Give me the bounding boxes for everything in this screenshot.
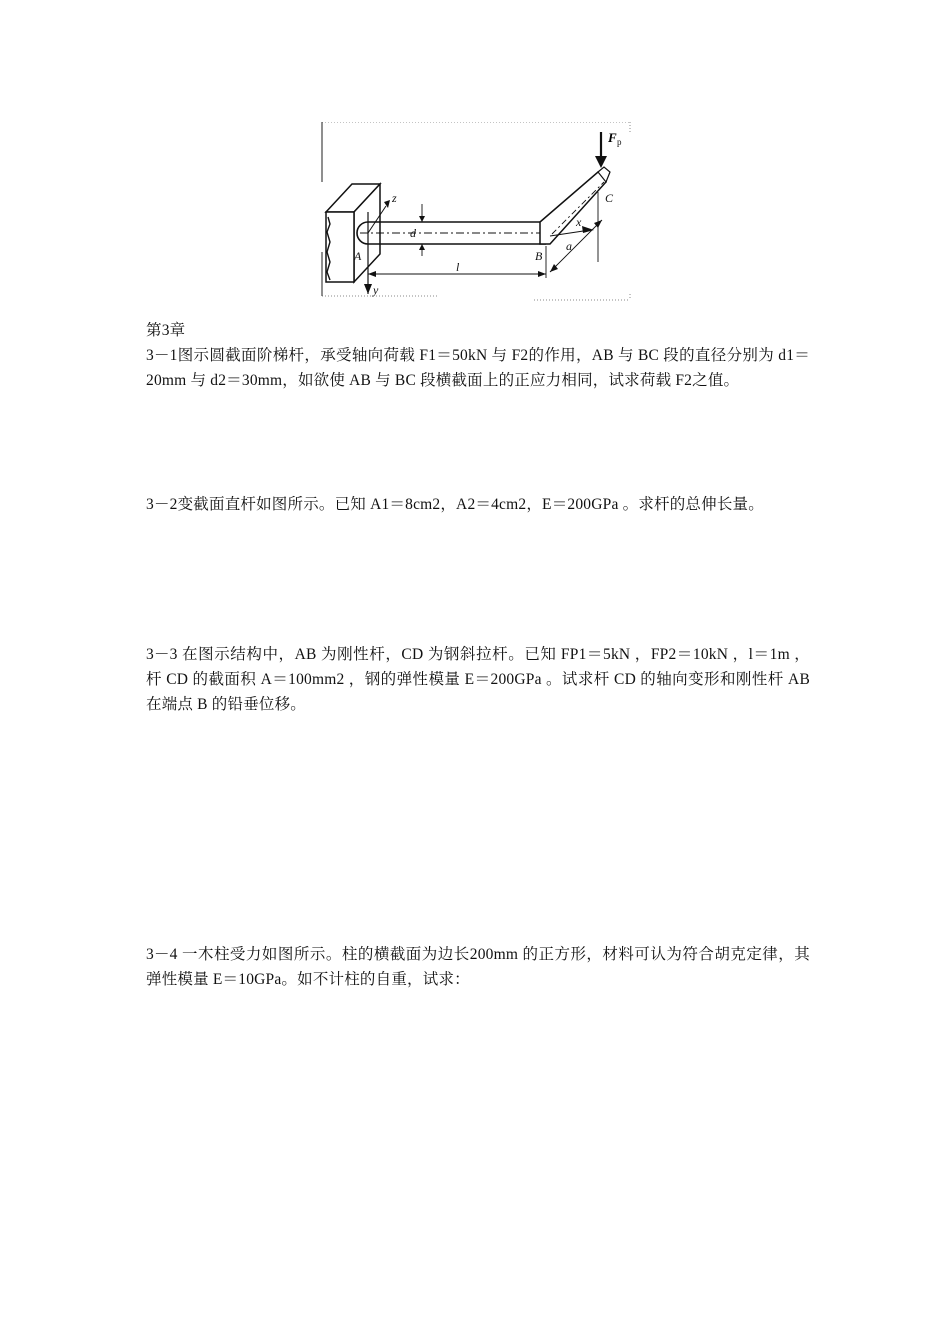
diameter-label: d	[410, 226, 416, 240]
shaft-ab	[357, 222, 558, 244]
force-subscript: p	[617, 137, 622, 147]
arm-label: a	[566, 239, 572, 253]
diameter-dimension	[419, 204, 425, 256]
force-label: F	[608, 130, 617, 145]
axis-y-label: y	[373, 283, 379, 297]
length-label: l	[456, 260, 460, 274]
problem-3-1: 3－1图示圆截面阶梯杆，承受轴向荷载 F1＝50kN 与 F2的作用，AB 与 BC 段的直径分别为 d1＝20mm 与 d2＝30mm，如欲使 AB 与 BC 段横截面上的正应力相同，试求荷载 F2之值。	[146, 347, 810, 389]
axis-z-label: z	[392, 191, 397, 205]
problem-3-3: 3－3 在图示结构中，AB 为刚性杆，CD 为钢斜拉杆。已知 FP1＝5kN ，FP2＝10kN ，l＝1m ，杆 CD 的截面积 A＝100mm2 ，钢的弹性模量 E＝200GPa 。试求杆 CD 的轴向变形和刚性杆 AB 在端点 B 的铅垂位移。	[146, 646, 810, 713]
point-a-label: A	[354, 249, 362, 263]
crank-shaft-figure	[318, 122, 634, 302]
crank-shaft-diagram	[318, 122, 634, 302]
problem-3-2: 3－2变截面直杆如图所示。已知 A1＝8cm2，A2＝4cm2，E＝200GPa 。求杆的总伸长量。	[146, 496, 764, 513]
force-arrow	[595, 130, 622, 168]
point-c-label: C	[605, 191, 614, 205]
axis-x-label: x	[576, 215, 582, 229]
problem-3-4: 3－4 一木柱受力如图所示。柱的横截面为边长200mm 的正方形，材料可认为符合胡克定律，其弹性模量 E＝10GPa。如不计柱的自重，试求：	[146, 946, 810, 988]
chapter-title: 第3章	[146, 322, 186, 339]
point-b-label: B	[535, 249, 543, 263]
